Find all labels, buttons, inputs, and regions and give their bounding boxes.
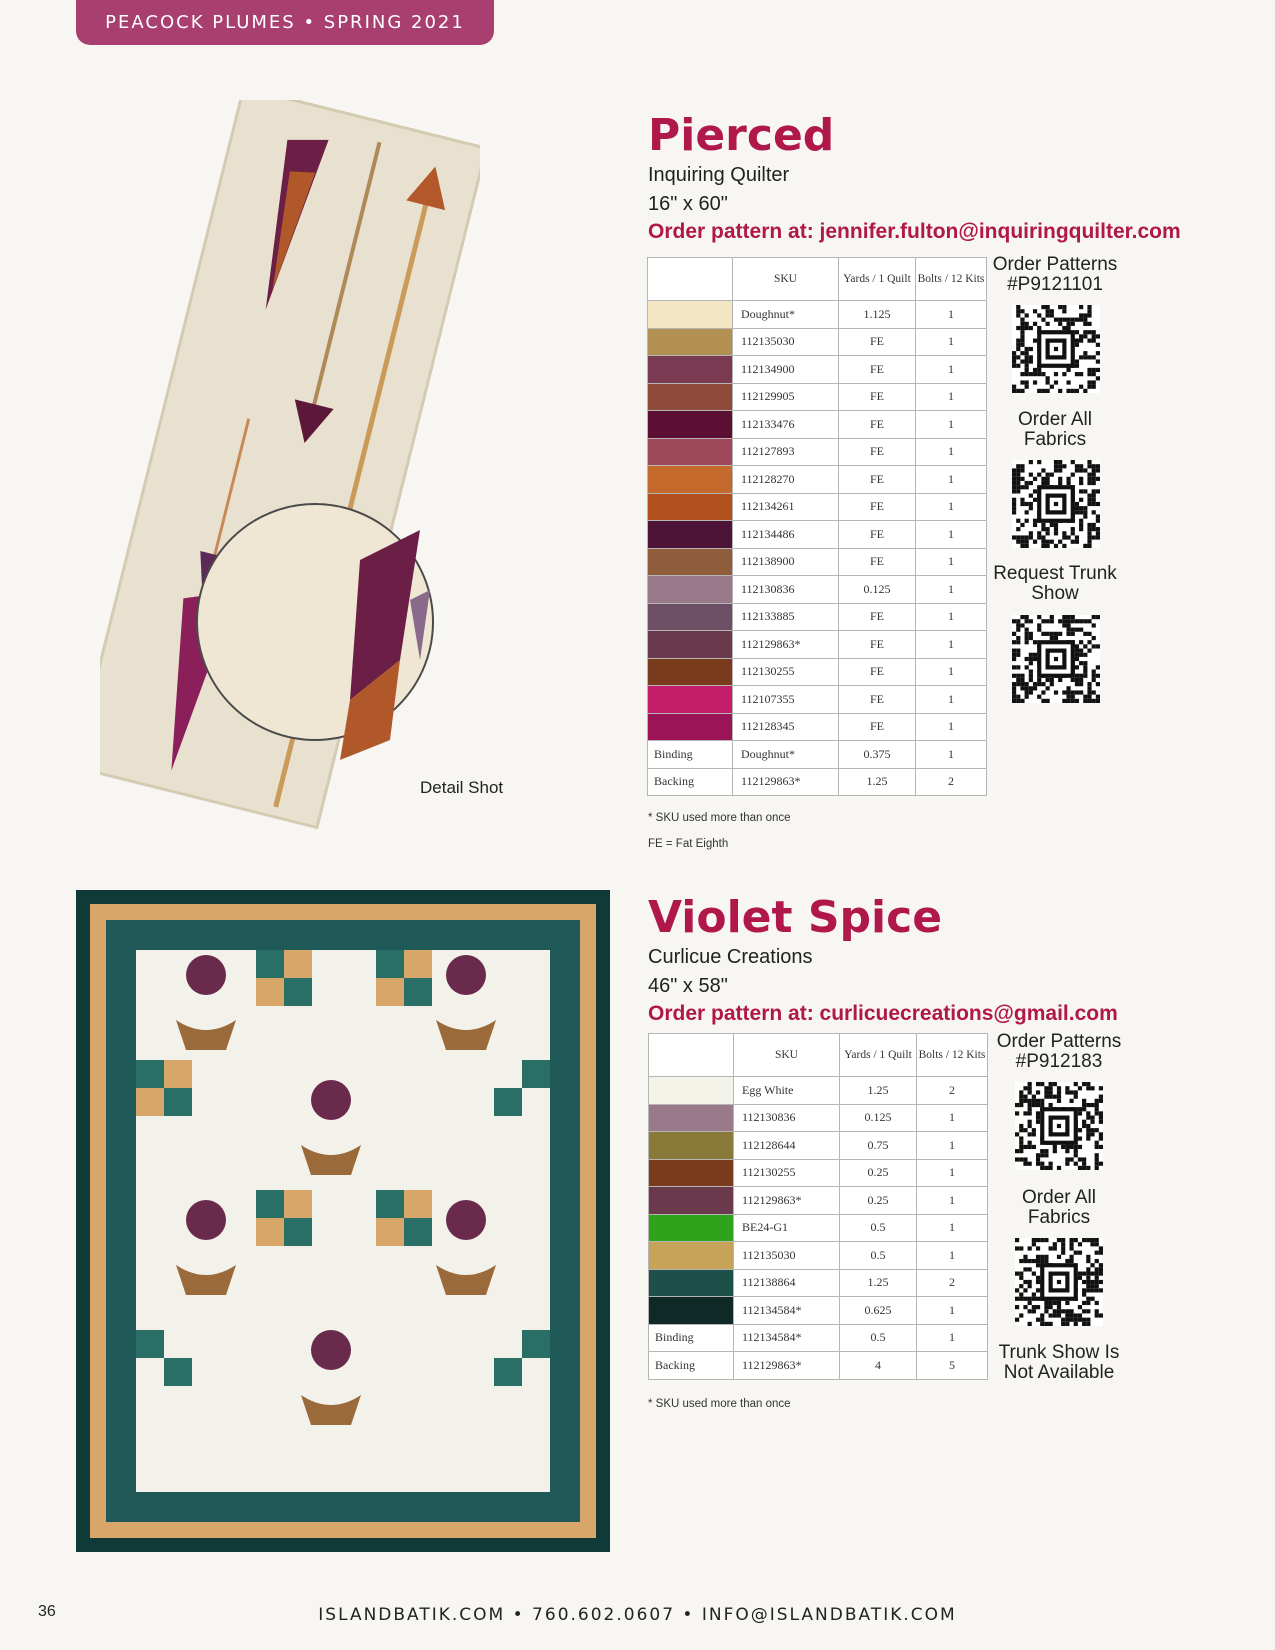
fabric-swatch <box>648 548 733 576</box>
qr-code-icon[interactable] <box>1012 305 1100 393</box>
cell-bolts: 1 <box>916 576 987 604</box>
cell-bolts: 1 <box>916 493 987 521</box>
order-patterns-label: Order Patterns #P9121101 <box>992 254 1118 295</box>
table-row <box>648 658 987 686</box>
qr-code-icon[interactable] <box>1012 460 1100 548</box>
cell-yards: FE <box>839 411 916 439</box>
table-row <box>649 1132 988 1160</box>
cell-bolts: 1 <box>917 1104 988 1132</box>
cell-bolts: 2 <box>917 1269 988 1297</box>
cell-bolts: 1 <box>916 411 987 439</box>
detail-shot-label: Detail Shot <box>420 778 504 797</box>
cell-yards: 0.5 <box>840 1242 917 1270</box>
cell-bolts: 2 <box>916 768 987 796</box>
cell-yards: FE <box>839 328 916 356</box>
designer-name: Inquiring Quilter <box>648 164 790 186</box>
cell-bolts: 1 <box>916 631 987 659</box>
violet-spice-quilt-photo <box>76 890 610 1552</box>
cell-yards: FE <box>839 356 916 384</box>
fabric-table-pierced <box>647 257 987 796</box>
cell-bolts: 1 <box>916 741 987 769</box>
table-row <box>648 411 987 439</box>
cell-yards: FE <box>839 493 916 521</box>
cell-bolts: 1 <box>917 1214 988 1242</box>
footer-contact: ISLANDBATIK.COM • 760.602.0607 • INFO@ISLANDBATIK.COM <box>318 1605 957 1625</box>
fabric-swatch <box>648 356 733 384</box>
fabric-swatch <box>649 1297 734 1325</box>
cell-yards: FE <box>839 548 916 576</box>
cell-yards: 0.375 <box>839 741 916 769</box>
qr-wrapper <box>1015 1238 1103 1331</box>
table-row <box>649 1077 988 1105</box>
cell-sku: 112133885 <box>733 603 839 631</box>
fabric-swatch <box>648 521 733 549</box>
row-label: Binding <box>649 1324 734 1352</box>
table-row <box>648 438 987 466</box>
cell-yards: 1.25 <box>840 1077 917 1105</box>
cell-yards: 0.125 <box>840 1104 917 1132</box>
cell-sku: 112130255 <box>734 1159 840 1187</box>
cell-sku: 112128270 <box>733 466 839 494</box>
fabric-swatch <box>648 383 733 411</box>
cell-bolts: 1 <box>916 328 987 356</box>
cell-yards: FE <box>839 686 916 714</box>
fabric-swatch <box>649 1242 734 1270</box>
cell-sku: 112134584* <box>734 1297 840 1325</box>
cell-bolts: 1 <box>916 438 987 466</box>
cell-yards: 4 <box>840 1352 917 1380</box>
cell-yards: FE <box>839 631 916 659</box>
fabric-swatch <box>649 1187 734 1215</box>
table-row <box>648 713 987 741</box>
cell-bolts: 1 <box>917 1324 988 1352</box>
cell-sku: 112130836 <box>733 576 839 604</box>
cell-bolts: 1 <box>916 383 987 411</box>
fabric-swatch <box>649 1159 734 1187</box>
table-row <box>648 521 987 549</box>
cell-yards: 0.625 <box>840 1297 917 1325</box>
note-sku-reused: * SKU used more than once <box>648 812 791 824</box>
cell-yards: FE <box>839 521 916 549</box>
table-row <box>649 1187 988 1215</box>
cell-sku: 112134486 <box>733 521 839 549</box>
order-all-fabrics-label: Order All Fabrics <box>1018 409 1092 450</box>
cell-bolts: 1 <box>916 713 987 741</box>
row-label: Backing <box>649 1352 734 1380</box>
fabric-swatch <box>648 686 733 714</box>
row-label: Binding <box>648 741 733 769</box>
table-row <box>649 1269 988 1297</box>
order-link[interactable]: Order pattern at: jennifer.fulton@inquiringquilter.com <box>648 220 1181 243</box>
cell-bolts: 1 <box>916 686 987 714</box>
cell-sku: Doughnut* <box>733 741 839 769</box>
cell-bolts: 1 <box>916 301 987 329</box>
cell-bolts: 1 <box>916 658 987 686</box>
cell-sku: 112134900 <box>733 356 839 384</box>
table-row <box>648 576 987 604</box>
fabric-table-violet-spice <box>648 1033 988 1380</box>
table-row <box>648 493 987 521</box>
table-row <box>648 768 987 796</box>
cell-bolts: 1 <box>916 466 987 494</box>
cell-bolts: 2 <box>917 1077 988 1105</box>
cell-yards: 0.5 <box>840 1214 917 1242</box>
table-row <box>648 466 987 494</box>
cell-bolts: 1 <box>917 1187 988 1215</box>
note-sku-reused: * SKU used more than once <box>648 1398 791 1410</box>
cell-bolts: 1 <box>916 521 987 549</box>
fabric-swatch <box>649 1269 734 1297</box>
cell-sku: 112138864 <box>734 1269 840 1297</box>
table-row <box>649 1352 988 1380</box>
cell-sku: 112133476 <box>733 411 839 439</box>
qr-code-icon[interactable] <box>1015 1082 1103 1170</box>
qr-code-icon[interactable] <box>1015 1238 1103 1326</box>
fabric-swatch <box>648 328 733 356</box>
cell-sku: 112130255 <box>733 658 839 686</box>
cell-yards: 1.125 <box>839 301 916 329</box>
cell-sku: 112128644 <box>734 1132 840 1160</box>
cell-sku: 112134584* <box>734 1324 840 1352</box>
fabric-swatch <box>648 438 733 466</box>
table-row <box>649 1159 988 1187</box>
cell-bolts: 5 <box>917 1352 988 1380</box>
cell-sku: 112129863* <box>733 768 839 796</box>
cell-bolts: 1 <box>917 1297 988 1325</box>
cell-yards: FE <box>839 466 916 494</box>
cell-sku: 112129863* <box>734 1187 840 1215</box>
table-row <box>649 1297 988 1325</box>
header-yards: Yards / 1 Quilt <box>839 258 916 301</box>
pattern-title-violet-spice: Violet Spice <box>648 892 943 943</box>
table-row <box>648 356 987 384</box>
table-row <box>648 603 987 631</box>
fabric-swatch <box>648 493 733 521</box>
fabric-swatch <box>649 1077 734 1105</box>
cell-bolts: 1 <box>916 356 987 384</box>
header-tab: PEACOCK PLUMES • SPRING 2021 <box>76 0 494 45</box>
cell-sku: 112135030 <box>734 1242 840 1270</box>
header-yards: Yards / 1 Quilt <box>840 1034 917 1077</box>
note-fat-eighth: FE = Fat Eighth <box>648 838 729 850</box>
table-row <box>649 1214 988 1242</box>
cell-yards: 0.5 <box>840 1324 917 1352</box>
fabric-swatch <box>648 301 733 329</box>
quilt-size: 16" x 60" <box>648 193 728 215</box>
cell-sku: 112130836 <box>734 1104 840 1132</box>
cell-yards: FE <box>839 438 916 466</box>
fabric-swatch <box>649 1132 734 1160</box>
table-row <box>648 741 987 769</box>
cell-yards: FE <box>839 658 916 686</box>
fabric-swatch <box>648 603 733 631</box>
order-patterns-label: Order Patterns #P912183 <box>996 1031 1122 1072</box>
cell-sku: 112129863* <box>733 631 839 659</box>
request-trunk-show-label: Request Trunk Show <box>993 563 1117 604</box>
table-row <box>648 548 987 576</box>
table-row <box>648 686 987 714</box>
trunk-show-unavailable-label: Trunk Show Is Not Available <box>998 1342 1120 1383</box>
cell-sku: 112129863* <box>734 1352 840 1380</box>
header-swatch <box>648 258 733 301</box>
fabric-swatch <box>648 631 733 659</box>
cell-yards: FE <box>839 603 916 631</box>
cell-sku: 112127893 <box>733 438 839 466</box>
header-swatch <box>649 1034 734 1077</box>
cell-sku: 112129905 <box>733 383 839 411</box>
table-row <box>648 301 987 329</box>
header-bolts: Bolts / 12 Kits <box>917 1034 988 1077</box>
cell-bolts: 1 <box>917 1159 988 1187</box>
fabric-swatch <box>648 658 733 686</box>
cell-yards: 0.25 <box>840 1159 917 1187</box>
cell-sku: 112134261 <box>733 493 839 521</box>
header-sku: SKU <box>734 1034 840 1077</box>
cell-yards: 1.25 <box>840 1269 917 1297</box>
cell-yards: 0.75 <box>840 1132 917 1160</box>
table-row <box>648 631 987 659</box>
cell-sku: 112128345 <box>733 713 839 741</box>
header-bolts: Bolts / 12 Kits <box>916 258 987 301</box>
cell-bolts: 1 <box>917 1242 988 1270</box>
cell-yards: FE <box>839 713 916 741</box>
order-link[interactable]: Order pattern at: curlicuecreations@gmail.com <box>648 1002 1118 1025</box>
pierced-quilt-photo <box>100 100 480 830</box>
designer-name: Curlicue Creations <box>648 946 813 968</box>
qr-code-icon[interactable] <box>1012 615 1100 703</box>
order-all-fabrics-label: Order All Fabrics <box>1022 1187 1096 1228</box>
cell-yards: 0.125 <box>839 576 916 604</box>
quilt-size: 46" x 58" <box>648 975 728 997</box>
fabric-swatch <box>649 1214 734 1242</box>
header-sku: SKU <box>733 258 839 301</box>
cell-yards: 0.25 <box>840 1187 917 1215</box>
cell-yards: FE <box>839 383 916 411</box>
table-row <box>648 328 987 356</box>
cell-sku: 112138900 <box>733 548 839 576</box>
cell-sku: 112107355 <box>733 686 839 714</box>
row-label: Backing <box>648 768 733 796</box>
cell-sku: BE24-G1 <box>734 1214 840 1242</box>
cell-sku: Egg White <box>734 1077 840 1105</box>
cell-bolts: 1 <box>916 548 987 576</box>
fabric-swatch <box>649 1104 734 1132</box>
cell-sku: Doughnut* <box>733 301 839 329</box>
pattern-title-pierced: Pierced <box>648 110 835 161</box>
table-row <box>649 1104 988 1132</box>
cell-bolts: 1 <box>916 603 987 631</box>
table-row <box>648 383 987 411</box>
fabric-swatch <box>648 713 733 741</box>
cell-sku: 112135030 <box>733 328 839 356</box>
table-row <box>649 1324 988 1352</box>
cell-yards: 1.25 <box>839 768 916 796</box>
cell-bolts: 1 <box>917 1132 988 1160</box>
fabric-swatch <box>648 576 733 604</box>
fabric-swatch <box>648 411 733 439</box>
table-row <box>649 1242 988 1270</box>
fabric-swatch <box>648 466 733 494</box>
page-number: 36 <box>38 1603 56 1620</box>
